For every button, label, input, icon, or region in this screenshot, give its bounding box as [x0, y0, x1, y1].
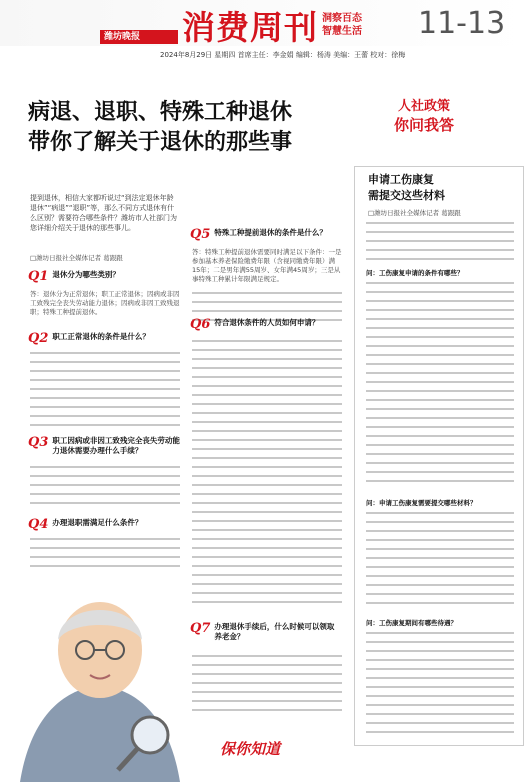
- sidebar-title-line2: 需提交这些材料: [368, 189, 445, 202]
- headline-line1: 病退、退职、特殊工种退休: [28, 100, 293, 125]
- question-q3: [28, 436, 183, 456]
- sidebar-title: [368, 172, 445, 204]
- question-q1: [28, 270, 183, 284]
- sidebar-answer-2: [366, 512, 514, 612]
- issue-meta: 2024年8月29日 星期四 首席主任：李金娟 编辑：杨涛 美编：王蕾 校对：徐梅: [160, 51, 406, 59]
- question-text: 退休分为哪些类别？: [52, 270, 120, 279]
- column-label-line1: 人社政策: [398, 99, 451, 114]
- answer-q1: 答：退休分为正常退休；职工正常退休；因病或非因工致残完全丧失劳动能力退休；因病或非因工致残退职；特殊工种提前退休。: [30, 290, 180, 316]
- footer-brand: 保你知道: [220, 740, 281, 758]
- headline-line2: 带你了解关于退休的那些事: [28, 130, 293, 155]
- question-q6: [190, 318, 340, 332]
- slogan-line1: 洞察百态: [322, 13, 362, 24]
- answer-q2-text: [30, 352, 180, 432]
- sidebar-question-2: 问：申请工伤康复需要提交哪些材料？: [366, 499, 477, 507]
- sidebar-intro-text: [366, 222, 514, 262]
- section-title: 消费周刊: [182, 8, 318, 47]
- sidebar-question-1: 问：工伤康复申请的条件有哪些？: [366, 269, 464, 277]
- question-number: Q4: [28, 517, 49, 532]
- answer-q5: 答：特殊工种提前退休需要同时满足以下条件：一是参加基本养老保险缴费年限（含视同缴费年限）满15年；二是男年满55周岁、女年满45周岁；三是从事特殊工种累计年限满足规定。: [192, 248, 342, 283]
- sidebar-question-3: 问：工伤康复期间有哪些待遇？: [366, 619, 457, 627]
- question-q5: [190, 228, 340, 242]
- sidebar-answer-1: [366, 282, 514, 492]
- question-q2: [28, 332, 183, 346]
- sidebar-byline: □潍坊日报社全媒体记者 葛跟跟: [368, 209, 461, 217]
- question-number: Q2: [28, 331, 49, 346]
- question-number: Q7: [190, 621, 211, 636]
- question-number: Q3: [28, 435, 49, 450]
- paper-logo: 潍坊晚报: [100, 30, 178, 44]
- byline: □潍坊日报社全媒体记者 葛跟跟: [30, 254, 123, 262]
- column-label-line2: 你问我答: [394, 116, 455, 134]
- elderly-man-illustration: [0, 570, 190, 782]
- masthead: [0, 0, 530, 62]
- question-q4: [28, 518, 183, 532]
- question-text: 符合退休条件的人员如何申请？: [214, 318, 320, 327]
- question-text: 特殊工种提前退休的条件是什么？: [214, 228, 327, 237]
- question-number: Q5: [190, 227, 211, 242]
- question-number: Q6: [190, 317, 211, 332]
- answer-q3-text: [30, 466, 180, 514]
- question-text: 职工因病或非因工致残完全丧失劳动能力退休需要办理什么手续？: [52, 436, 180, 455]
- question-q7: [190, 622, 340, 642]
- slogan-line2: 智慧生活: [322, 26, 362, 37]
- section-slogan: [322, 12, 362, 38]
- question-number: Q1: [28, 269, 49, 284]
- sidebar-title-line1: 申请工伤康复: [368, 173, 434, 186]
- headline: [28, 98, 292, 158]
- page-range: 11-13: [418, 6, 506, 41]
- question-text: 职工正常退休的条件是什么？: [52, 332, 150, 341]
- sidebar-answer-3: [366, 632, 514, 740]
- answer-q6-text: [192, 340, 342, 610]
- answer-q7-text: [192, 655, 342, 725]
- question-text: 办理退休手续后，什么时候可以领取养老金？: [214, 622, 335, 641]
- column-label: [394, 98, 454, 134]
- intro-text: 提到退休，相信大家都听说过“到法定退休年龄退休”“病退”“退职”等，那么不同方式退休有什么区别？需要符合哪些条件？潍坊市人社部门为您详细介绍关于退休的那些事儿。: [30, 194, 177, 232]
- question-text: 办理退职需满足什么条件？: [52, 518, 143, 527]
